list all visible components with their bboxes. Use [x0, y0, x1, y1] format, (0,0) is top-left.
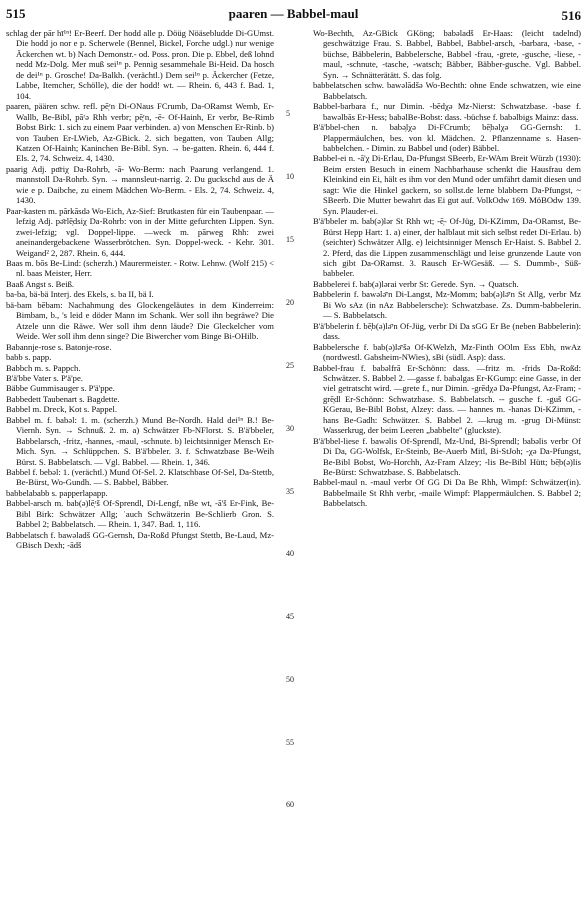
entry: Babbel f. bebəl: 1. (verächtl.) Mund Of-Sel. 2. Klatschbase Of-Sel, Da-Stettb, Be-Bürst, Wo-Gundh. — S. Babbel, Bäbber.	[6, 467, 274, 488]
entry: Babbelerei f. bab(ə)lərai verbr St: Gerede. Syn. → Quatsch.	[313, 278, 519, 289]
line-number: 30	[286, 424, 294, 433]
entry: bä-bam bēbam: Nachahmung des Glockengeläutes in dem Kinderreim: Bimbam, b., 's leid e döder Mann im Schank. Wer soll ihn begräwe? Die Atzele unn die Räwe. Wer soll ihm denn läude? Die Gleckelcher vom Weide. Wer soll ihm denn singe? Die Biwercher vom Binge Bi-OHilb.	[6, 299, 274, 342]
right-column	[313, 28, 581, 509]
entry: B'ä'bbel-chen n. babə̜lχə Di-FCrumb; bē̜bəlχə GG-Gernsh: 1. Plappermäulchen, bes. von kl. Mädchen. 2. Pflanzenname s. Hasen-babbelchen. - Dimin. zu Babbel und (oder) Bäbbel.	[313, 122, 581, 153]
entry: Babbel-ei n. -ā'χ Di-Erlau, Da-Pfungst SBeerb, Er-WAm Breit Würzb (1930): Beim ersten Besuch in einem Nachbarhause schenkt die Hausfrau dem Kleinkind ein Ei, hält es ihm vor den Mund oder umfährt damit diesen und sagt: Wie die Hinkel gackern, so sollst.de lerne blabbern Da-Pfungst, ~ SBeerb. Die Mutter bewahrt das Ei gut auf. VolkOdw 169. MöBOdw 139. Syn. Plauder-ei.	[313, 153, 581, 216]
entry: babbelatschen schw. bawəlādšə Wo-Bechth: ohne Ende schwatzen, wie eine Babbelatsch.	[313, 80, 581, 101]
entry: Babbel-arsch m. bab(ə)lē̜ʳš Of-Sprendl, Di-Lengf, nBe wt, -ā'š Er-Fink, Be-Bibl Birk: Schwätzer Allg; ˈauch Schwätzerin Be-Schlierb Gron. S. Babbel 2; Babbelatsch. — Rhein. 1, 347. Bad. 1, 116.	[6, 498, 274, 530]
entry: B'ä'bbe Vater s. P'ä'pe.	[6, 372, 83, 383]
entry: Babbelerin f. bawələ̄ʳn Di-Langst, Mz-Momm; bab(ə)lə̄ʳn St Allg, verbr Mz Bi Wo sAz (in nAz Babbelersche): Schwatzbase. Zs. Dumm-babbelerin. — S. Babbelatsch.	[313, 289, 581, 321]
entry: Babbel m. Dreck, Kot s. Pappel.	[6, 404, 117, 415]
line-number: 60	[286, 800, 294, 809]
line-number: 40	[286, 549, 294, 558]
entry: B'ä'bbeler m. bab(ə)lər St Rhh wt; -ē̜- Of-Jüg, Di-KZimm, Da-ORamst, Be-Bürst Hepp Hart: 1. a) einer, der halblaut mit sich selbst redet Di-Erlau. b) (seichter) Schwätzer Allg. e) leichtsinniger Mensch Er-Haist. S. Babbel 2. 2. Pferd, das die Lippen zusammenschlägt und leise grunzende Laute von sich gibt Da-ORamst. 3. Rausch Er-WGesäß. — S. Dummb-, Süß-babbeler.	[313, 216, 581, 279]
entry: paaren, päären schw. refl. pē̜ʳn Di-ONaus FCrumb, Da-ORamst Wemb, Er-Wallb, Be-Bibl, pāʳə Rhh verbr; pē̜ʳn, -ē- Of-Hainh, Er verbr, Be-Rimb Bobst Birk: 1. sich zu einem Paar verbinden. a) von Menschen Er-Rinb. b) von Tauben Er-LWieb, Az-GBick. 2. sich begatten, von Tauben Allg; Katzen Of-Hainh; Kaninchen Be-Bibl. Syn. → be-gatten. Rhein. 6, 444 f. Els. 2, 74. Schweiz. 4, 1430.	[6, 101, 274, 164]
entry: Babbel-maul n. -maul verbr Of GG Di Da Be Rhh, Wimpf: Schwätzer(in). Babbelmaile St Rhh verbr, -maile Wimpf: Plappermäulchen. S. Babbel 2; Babbelatsch.	[313, 477, 581, 509]
page-header	[6, 4, 581, 26]
line-number: 35	[286, 487, 294, 496]
entry: Bäbbe Gummisauger s. P'ä'ppe.	[6, 383, 115, 394]
entry: ba-ba, bä-bä Interj. des Ekels, s. ba II, bä I.	[6, 289, 154, 300]
entry: B'ä'bbel-liese f. bawəlis Of-Sprendl, Mz-Und, Bi-Sprendl; babəlis verbr Of Di Da, GG-Wolfsk, Er-Steinb, Be-Auerb Mitl, Bi-StJoh; -χə Da-Pfungst, Be-Bibl Bobst, Wo-Horchh, Az-Fram Alzey; -lis Be-Bibl Hütt; bē̜b(ə)lis Be-Bürst: Schwatzbase. S. Babbelatsch.	[313, 435, 581, 478]
entry: B'ä'bbelerin f. bē̜b(ə)lə̄ʳn Of-Jüg, verbr Di Da sGG Er Be (neben Babbelerin): dass.	[313, 320, 581, 342]
entry: Babbel-frau f. babəlfrā Er-Schönn: dass. —fritz m. -frids Da-Roßd: Schwätzer. S. Babbel 2. —gasse f. babəlgas Er-KGump: eine Gasse, in der viel getratscht wird. —grete f., nur Dimin. -grēdχə Da-Pfungst, Az-Fram; -grē̜dl Er-Schönn: Schwatzbase. S. Babbelatsch. -- gusche f. -guš GG-KGerau, Be-Bibl Bobst, Alzey: dass. — hannes m. -hanəs Di-KZimm, -hans Be-Gadh: Schwätzer. S. Babbel 2. —krug m. -gruɡ Di-Münst: Wasserkrug, der beim Leeren „babbelte" (gluckste).	[313, 362, 581, 436]
line-number: 10	[286, 172, 294, 181]
entry: Baas m. bōs Be-Lind: (scherzh.) Maurermeister. - Rotw. Lehnw. (Wolf 215) < nl. baas Meister, Herr.	[6, 257, 274, 279]
entry: Babbelersche f. bab(ə)lə̄ʳšə Of-KWelzh, Mz-Finth OOlm Ess Ebh, nwAz (nordwestl. Gabsheim-NWies), sBi (südl. Asp): dass.	[313, 341, 581, 363]
line-number: 5	[286, 109, 290, 118]
line-number: 25	[286, 361, 294, 370]
entry: Babannje-rose s. Batonje-rose.	[6, 341, 112, 352]
line-number: 50	[286, 675, 294, 684]
entry: Babbel-barbara f., nur Dimin. -bēdχə Mz-Nierst: Schwatzbase. -base f. bawəlbās Er-Hess; babəlBe-Bobst: dass. -büchse f. babəlbigs Mainz: dass.	[313, 101, 581, 122]
entry: Baaß Angst s. Beiß.	[6, 278, 75, 289]
page-number-right: 516	[561, 8, 581, 23]
entry: paarig Adj. pɑ̄riχ Da-Rohrb, -ā- Wo-Berm: nach Paarung verlangend. 1. mannstoll Da-Rohrb. Syn. → mannsleut-narrig. 2. Du guckschd aus de Ä wie e p. Daibche, zu einem Mädchen Wo-Berm. - Els. 2, 74. Schweiz. 4, 1430.	[6, 163, 274, 206]
entry: schlag der pār hī¹ⁿ! Er-Beerf. Der hodd alle p. Döüg Nöäsebludde Di-GUmst. Die hodd jo nor e p. Scherwele (Bennel, Bickel, Forche udgl.) nur wenige Äckerchen wt. b) Nach Demonstr.- od. Poss. pron. Die p. Ebbel, deß lohnd nedd Mz-Dolg. Mer muß sei¹ⁿ p. Pennig sesammehale Bi-Heid. Da hosch de dei¹ⁿ p. Grosche! Da-Balkh. (verächtl.) Dem sei¹ⁿ p. Äckercher (Fetze, Labbe, Itemcher, Schölle), die der hodd! wt. — Rhein. 6, 443 f. Bad. 1, 104.	[6, 28, 274, 101]
line-number: 20	[286, 298, 294, 307]
entry: babb s. papp.	[6, 352, 52, 363]
line-number: 45	[286, 612, 294, 621]
running-title: paaren — Babbel-maul	[228, 6, 359, 21]
entry: Babbel m. f. babəl: 1. m. (scherzh.) Mund Be-Nordh. Hald dei¹ⁿ B.! Be-Viernh. Syn. → Schnuß. 2. m. a) Schwätzer Fb-NFlorst. S. B'ä'bbeler, Babbelarsch, -fritz, -hannes, -maul, -schnute. b) leichtsinniger Mensch Er-Mich. Syn. → Schlüppchen. S. B'ä'bbeler. 3. f. Schwatzbase Be-Weih Bürst. S. Babbelatsch. — Vgl. Babbel. — Rhein. 1, 346.	[6, 414, 274, 467]
entry: Wo-Bechth, Az-GBick GKöng; babəladš Er-Haas: (leicht tadelnd) geschwätzige Frau. S. Babbel, Babbel, Babbel-arsch, -barbara, -base, -büchse, Bäbbelerin, Babbelersche, Babbel -frau, -grete, -gusche, -liese, -maul, -schnute, -tasche, -watsch; Bäbber, Bäbber-gusche. Vgl. Babbel. Syn. → Schnätterätätt. S. das folg.	[313, 28, 581, 80]
line-number: 15	[286, 235, 294, 244]
entry: Paar-kasten m. pārkāsdə Wo-Eich, Az-Sief: Brutkasten für ein Taubenpaar. —lefzig Adj. pə̄rlē̜dsiχ Da-Rohrb: von in der Mitte gefurchten Lippen. Syn. zwei-lefzig; vgl. Doppel-lippe. —weck m. pārweg Rhh: zwei aneinandergebackene Wasserbrötchen. Syn. Doppel-weck. - Kehr. 301. Weigand² 2, 287. Rhein. 6, 444.	[6, 205, 274, 258]
entry: Babbelatsch f. bawəladš GG-Gernsh, Da-Roßd Pfungst Stettb, Be-Laud, Mz-GBisch Dexh; -ādš	[6, 529, 274, 551]
entry: Babbch m. s. Pappch.	[6, 362, 81, 373]
entry: babbelababb s. papperlapapp.	[6, 487, 108, 498]
page-number-left: 515	[6, 6, 26, 21]
left-column	[6, 28, 274, 551]
line-number: 55	[286, 738, 294, 747]
entry: Babbedett Taubenart s. Bagdette.	[6, 393, 120, 404]
